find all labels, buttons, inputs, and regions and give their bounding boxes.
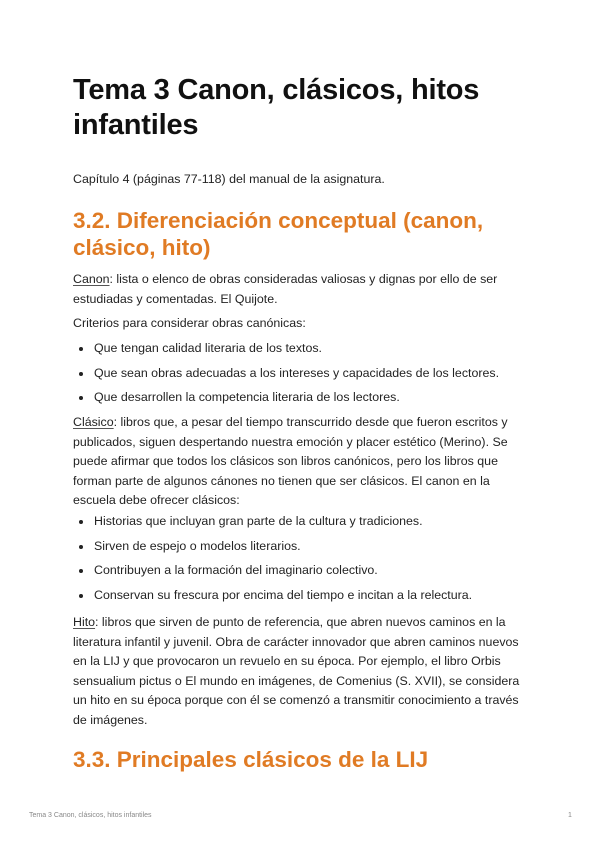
hito-definition: : libros que sirven de punto de referencia, que abren nuevos caminos en la literatura infantil y juvenil. Obra de carácter innovador que abren caminos nuevos en la LIJ y que provocaron un revuelo en su época. Por ejemplo, el libro Orbis sensualium pictus o El mundo en imágenes, de Comenius (S. XVII), se considera un hito en su época porque con él se comenzó a transmitir conocimiento a través de imágenes.	[73, 615, 520, 727]
section-heading-3-3: 3.3. Principales clásicos de la LIJ	[73, 747, 429, 772]
list-item: Conservan su frescura por encima del tiempo e incitan a la relectura.	[73, 586, 533, 611]
clasico-definition: : libros que, a pesar del tiempo transcurrido desde que fueron escritos y publicados, siguen despertando nuestra emoción y placer estético (Merino). Se puede afirmar que todos los clásicos son libros canónicos, pero los libros que forman parte de algunos cánones no tienen que ser clásicos. El canon en la escuela debe ofrecer clásicos:	[73, 415, 508, 507]
canon-paragraph	[73, 270, 533, 309]
intro-paragraph: Capítulo 4 (páginas 77-118) del manual de la asignatura.	[73, 172, 385, 186]
canon-definition: : lista o elenco de obras consideradas valiosas y dignas por ello de ser estudiadas y comentadas. El Quijote.	[73, 272, 498, 306]
hito-paragraph	[73, 613, 533, 730]
list-item: Que sean obras adecuadas a los intereses y capacidades de los lectores.	[73, 364, 533, 389]
list-item: Historias que incluyan gran parte de la cultura y tradiciones.	[73, 512, 533, 537]
criteria-intro: Criterios para considerar obras canónicas:	[73, 316, 306, 330]
clasico-paragraph	[73, 413, 533, 511]
footer-title: Tema 3 Canon, clásicos, hitos infantiles	[29, 812, 152, 819]
list-item: Contribuyen a la formación del imaginario colectivo.	[73, 561, 533, 586]
section-heading-3-2: 3.2. Diferenciación conceptual (canon, clásico, hito)	[73, 208, 484, 260]
criteria-list	[73, 339, 533, 413]
canon-term: Canon	[73, 272, 110, 286]
list-item: Que tengan calidad literaria de los textos.	[73, 339, 533, 364]
footer-page-number: 1	[568, 812, 572, 819]
list-item: Que desarrollen la competencia literaria de los lectores.	[73, 388, 533, 413]
clasico-term: Clásico	[73, 415, 114, 429]
list-item: Sirven de espejo o modelos literarios.	[73, 537, 533, 562]
page-title: Tema 3 Canon, clásicos, hitos infantiles	[73, 74, 480, 141]
clasico-list	[73, 512, 533, 610]
hito-term: Hito	[73, 615, 96, 629]
